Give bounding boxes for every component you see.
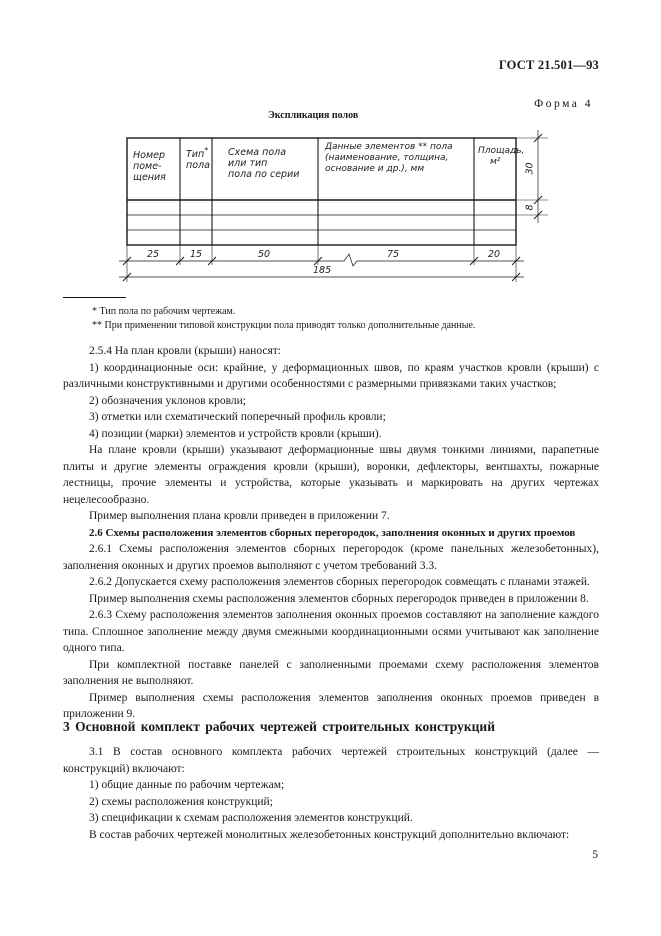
column-header-room-number: Номер поме- щения [133, 150, 166, 183]
paragraph: 1) общие данные по рабочим чертежам; [89, 779, 285, 791]
paragraph: 2.6.2 Допускается схему расположения элементов сборных перегородок совмещать с планами этажей. [89, 576, 590, 588]
col-width-1: 25 [147, 249, 160, 260]
paragraph: 4) позиции (марки) элементов и устройств кровли (крыши). [89, 427, 382, 440]
col-width-4: 75 [387, 249, 400, 260]
paragraph: 3) отметки или схематический поперечный профиль кровли; [89, 411, 386, 423]
col-width-2: 15 [190, 249, 203, 260]
row-height-header: 30 [524, 162, 536, 175]
column-header-floor-type: Тип* пола [186, 146, 210, 172]
paragraph: Пример выполнения схемы расположения элементов сборных перегородок приведен в приложении 8. [89, 592, 589, 605]
col-width-3: 50 [258, 249, 271, 260]
paragraph: 2) обозначения уклонов кровли; [89, 394, 246, 407]
paragraph: 2.6.1 Схемы расположения элементов сборных перегородок (кроме панельных железобетонных), заполнения оконных и других проемов выполняют с учетом требований 3.3. [63, 543, 599, 572]
footnote-2: ** При применении типовой конструкции пола приводят только дополнительные данные. [92, 320, 476, 331]
paragraph: 3.1 В состав основного комплекта рабочих чертежей строительных конструкций (далее — конструкций) включают: [63, 746, 599, 775]
column-header-element-data: Данные элементов ** пола (наименование, толщина, основание и др.), мм [325, 142, 453, 174]
paragraph: 1) координационные оси: крайние, у деформационных швов, по краям участков кровли (крыши) с различными конструктивными и другими особенностями с размерными привязками таких участков; [63, 361, 599, 390]
col-width-5: 20 [488, 249, 501, 260]
column-header-area: Площадь, м² [478, 146, 525, 167]
row-height-data: 8 [524, 204, 536, 211]
subsection-heading: 2.6 Схемы расположения элементов сборных перегородок, заполнения оконных и других проемов [89, 526, 576, 539]
paragraph: 3) спецификации к схемам расположения элементов конструкций. [89, 812, 413, 824]
form-label: Форма 4 [534, 98, 593, 110]
paragraph: 2.6.3 Схему расположения элементов заполнения оконных проемов составляют на заполнение каждого типа. Сплошное заполнение между двумя смежными координационными осями учитывают как заполнение одного типа. [63, 609, 599, 654]
paragraph: При комплектной поставке панелей с заполненными проемами схему расположения элементов заполнения не выполняют. [63, 658, 599, 687]
page-number: 5 [592, 849, 598, 861]
footnote-1: * Тип пола по рабочим чертежам. [92, 306, 236, 317]
section-3-text [63, 744, 599, 843]
paragraph: Пример выполнения схемы расположения элементов заполнения оконных проемов приведен в приложении 9. [63, 691, 599, 720]
total-width: 185 [313, 265, 332, 276]
paragraph: Пример выполнения плана кровли приведен в приложении 7. [89, 510, 390, 522]
paragraph: 2) схемы расположения конструкций; [89, 795, 273, 808]
form-title: Экспликация полов [268, 110, 359, 121]
section-3-heading: 3 Основной комплект рабочих чертежей строительных конструкций [63, 719, 495, 734]
section-2-text [63, 343, 599, 723]
paragraph: 2.5.4 На план кровли (крыши) наносят: [89, 345, 281, 357]
footnote-marker: * [204, 146, 209, 155]
paragraph: На плане кровли (крыши) указывают деформационные швы двумя тонкими линиями, парапетные плиты и другие элементы ограждения кровли (крыши), воронки, дефлекторы, вентшахты, пожарные лестницы, прочие элементы и устройства, которые указывать и маркировать на других чертежах нецелесообразно. [63, 444, 599, 506]
footnote-separator [63, 297, 126, 298]
document-code: ГОСТ 21.501—93 [498, 58, 599, 72]
paragraph: В состав рабочих чертежей монолитных железобетонных конструкций дополнительно включают: [89, 828, 570, 841]
column-header-floor-scheme: Схема пола или тип пола по серии [228, 147, 300, 180]
